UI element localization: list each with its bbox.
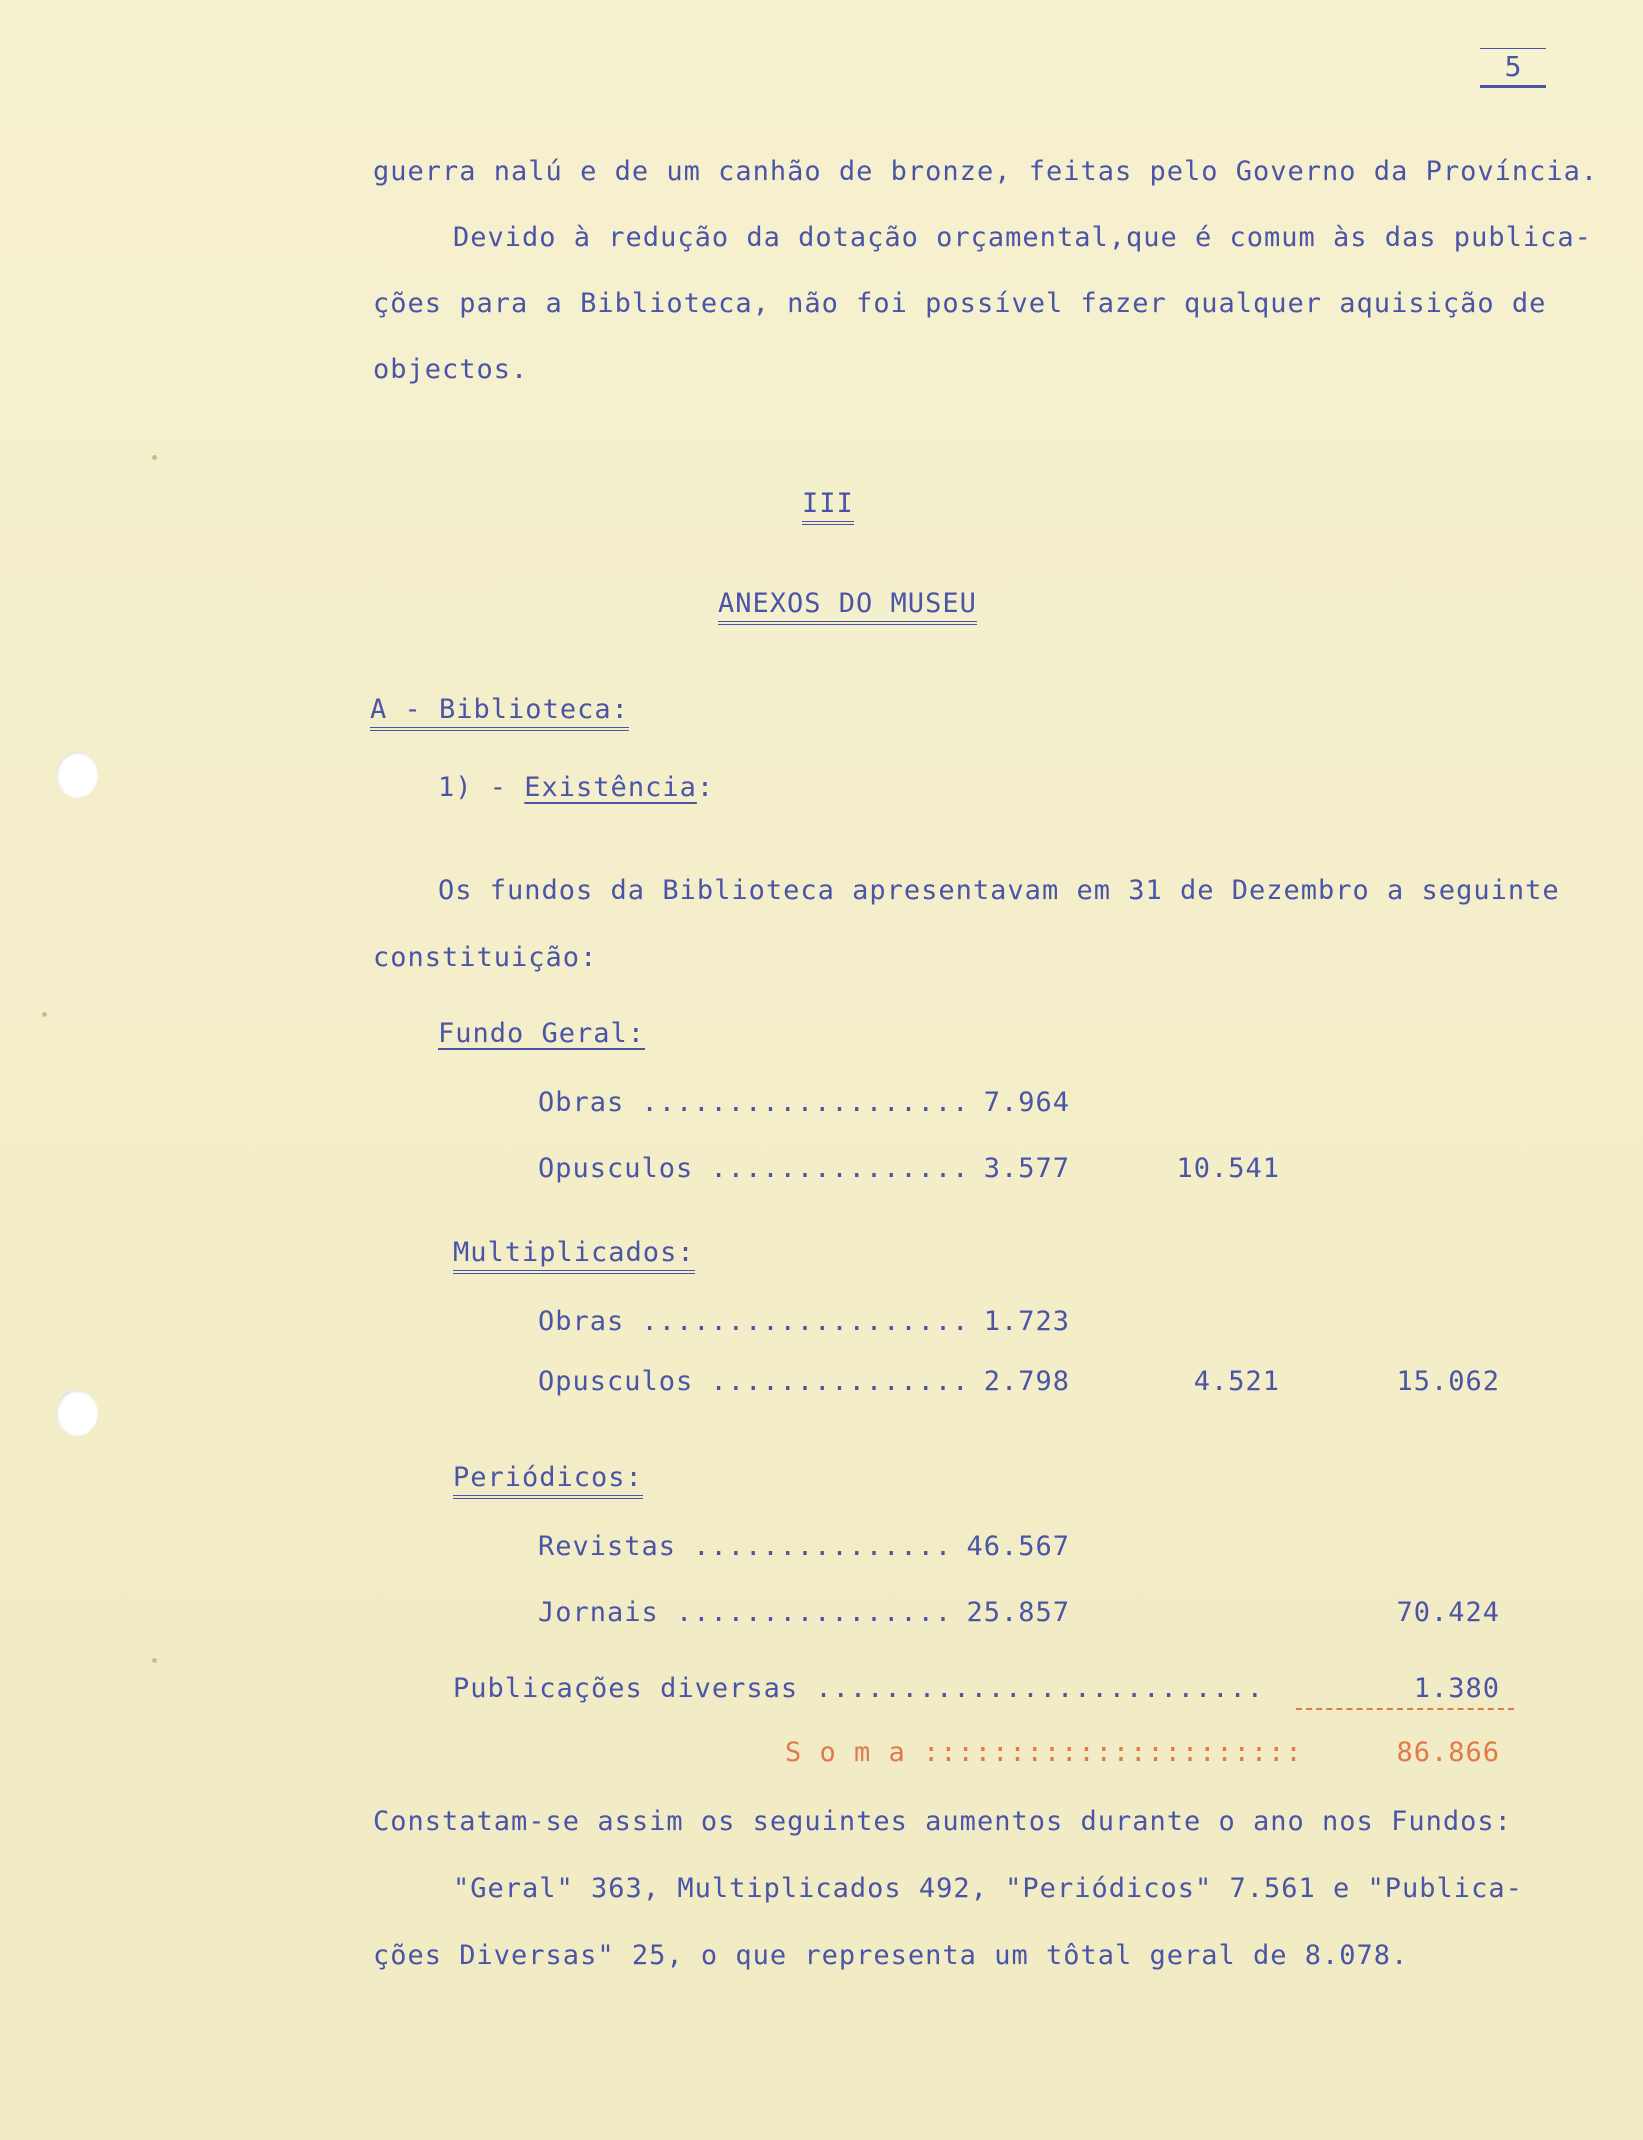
section-number: III — [802, 488, 854, 525]
paragraph-line: Devido à redução da dotação orçamental,que é comum às das publica- — [453, 222, 1592, 253]
item-heading — [438, 772, 714, 803]
paragraph-line: objectos. — [373, 354, 529, 385]
row-total: 15.062 — [1396, 1366, 1500, 1397]
row-value: 2.798 — [983, 1366, 1070, 1397]
paper-speck — [42, 1012, 47, 1017]
row-total: 70.424 — [1396, 1597, 1500, 1628]
punch-hole — [56, 1390, 98, 1436]
row-value: 46.567 — [966, 1531, 1070, 1562]
row-value: 7.964 — [983, 1087, 1070, 1118]
intro-line: Os fundos da Biblioteca apresentavam em 31 de Dezembro a seguinte — [438, 875, 1560, 906]
paragraph-line: guerra nalú e de um canhão de bronze, feitas pelo Governo da Província. — [373, 156, 1599, 187]
soma-label: S o m a :::::::::::::::::::::: — [785, 1737, 1303, 1768]
subsection-heading — [370, 694, 629, 725]
subsection-title: Biblioteca: — [439, 694, 629, 731]
row-value: 3.577 — [983, 1153, 1070, 1184]
paper-speck — [152, 1658, 157, 1663]
subsection-label: A - — [370, 694, 439, 731]
row-value: 1.723 — [983, 1306, 1070, 1337]
row-label: Opusculos ............... — [538, 1153, 970, 1184]
group-heading-multiplicados: Multiplicados: — [453, 1237, 695, 1274]
sum-underline — [1296, 1708, 1514, 1710]
group-heading-periodicos: Periódicos: — [453, 1462, 643, 1499]
section-title: ANEXOS DO MUSEU — [718, 588, 977, 625]
group-heading-geral: Fundo Geral: — [438, 1018, 646, 1049]
item-number: 1) - — [438, 772, 525, 803]
row-value: 25.857 — [966, 1597, 1070, 1628]
item-colon: : — [696, 772, 715, 803]
diversas-label: Publicações diversas .......................... — [453, 1673, 1265, 1704]
item-title: Existência — [524, 772, 697, 803]
punch-hole — [56, 752, 98, 798]
closing-line: Constatam-se assim os seguintes aumentos durante o ano nos Fundos: — [373, 1806, 1512, 1837]
row-label: Jornais ................ — [538, 1597, 953, 1628]
paragraph-line: ções para a Biblioteca, não foi possível fazer qualquer aquisição de — [373, 288, 1547, 319]
paper-speck — [152, 455, 157, 460]
row-label: Opusculos ............... — [538, 1366, 970, 1397]
closing-line: ções Diversas" 25, o que representa um tôtal geral de 8.078. — [373, 1940, 1409, 1971]
soma-total: 86.866 — [1396, 1737, 1500, 1768]
diversas-total: 1.380 — [1413, 1673, 1500, 1704]
row-subtotal: 4.521 — [1193, 1366, 1280, 1397]
row-label: Revistas ............... — [538, 1531, 953, 1562]
row-subtotal: 10.541 — [1176, 1153, 1280, 1184]
row-label: Obras ................... — [538, 1087, 970, 1118]
page-number: 5 — [1480, 48, 1546, 88]
row-label: Obras ................... — [538, 1306, 970, 1337]
closing-line: "Geral" 363, Multiplicados 492, "Periódicos" 7.561 e "Publica- — [453, 1873, 1523, 1904]
intro-line: constituição: — [373, 942, 598, 973]
